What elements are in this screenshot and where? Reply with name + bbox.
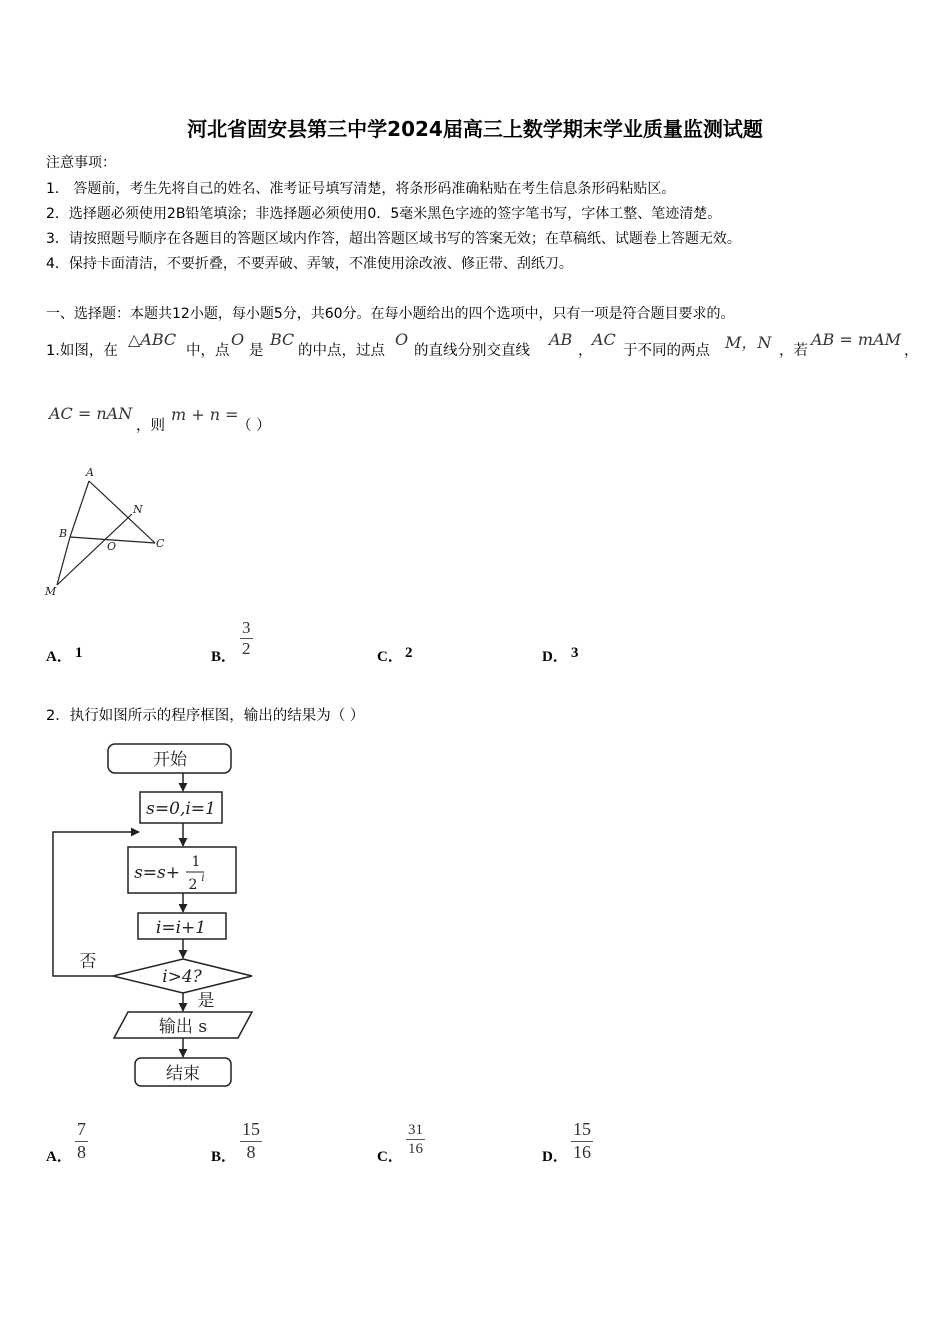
flow-yes-label: 是	[197, 991, 215, 1011]
figure-label-a: A	[86, 466, 94, 479]
q1-option-c-value: 2	[405, 645, 413, 661]
q1-option-c-label: C．	[377, 649, 403, 665]
flow-increment-text: i=i+1	[155, 918, 207, 938]
flow-assign-den: 2	[188, 877, 198, 893]
fraction-numerator: 15	[571, 1119, 593, 1142]
q1-math-o: O	[395, 330, 409, 349]
figure-label-n: N	[133, 503, 143, 516]
notice-item: 3．请按照题号顺序在各题目的答题区域内作答，超出答题区域书写的答案无效；在草稿纸、试题卷上答题无效。	[46, 231, 741, 247]
flow-output-text: 输出 s	[158, 1017, 208, 1037]
notice-heading: 注意事项：	[46, 155, 116, 171]
q1-math-ab: AB	[549, 330, 573, 349]
fraction-denominator: 16	[408, 1141, 423, 1157]
fraction-numerator: 15	[240, 1119, 262, 1142]
q2-option-b-label: B．	[211, 1149, 237, 1165]
fraction-denominator: 2	[242, 639, 251, 659]
q1-answer-paren: （ ）	[237, 418, 271, 434]
q2-option-a-label: A．	[46, 1149, 72, 1165]
figure-label-o: O	[107, 540, 117, 553]
q1-math-ac: AC	[592, 330, 616, 349]
notice-item: 2．选择题必须使用2B铅笔填涂；非选择题必须使用0．5毫米黑色字迹的签字笔书写，字体工整、笔迹清楚。	[46, 206, 722, 222]
flow-no-label: 否	[79, 952, 97, 972]
notice-item: 1． 答题前，考生先将自己的姓名、准考证号填写清楚，将条形码准确粘贴在考生信息条形码粘贴区。	[46, 181, 676, 197]
flow-condition-text: i>4?	[162, 967, 202, 987]
notice-item: 4．保持卡面清洁，不要折叠，不要弄破、弄皱，不准使用涂改液、修正带、刮纸刀。	[46, 256, 573, 272]
q2-stem: 2．执行如图所示的程序框图，输出的结果为（ ）	[46, 708, 365, 724]
fraction-denominator: 8	[246, 1141, 256, 1162]
q2-option-d-label: D．	[542, 1149, 568, 1165]
q2-option-b-fraction	[240, 1119, 262, 1163]
q1-text: ，若	[779, 343, 808, 359]
q1-option-b-label: B．	[211, 649, 237, 665]
q1-text: 1.如图，在	[46, 343, 118, 359]
q1-text: 的中点，过点	[298, 343, 385, 359]
page-title: 河北省固安县第三中学2024届高三上数学期末学业质量监测试题	[187, 117, 763, 141]
fraction-numerator: 31	[408, 1122, 423, 1138]
flow-assign-num: 1	[191, 854, 201, 870]
q2-option-c-label: C．	[377, 1149, 403, 1165]
q1-triangle-figure	[40, 462, 180, 602]
q1-math-bc: BC	[270, 330, 295, 349]
q1-text: ，	[578, 343, 593, 359]
q1-math-ac-eq: AC = nAN	[49, 404, 133, 423]
q1-text: ，则	[136, 418, 165, 434]
figure-label-b: B	[59, 527, 68, 540]
q1-math-triangle: △ABC	[128, 330, 177, 349]
q1-text: 的直线分别交直线	[414, 343, 530, 359]
q1-text: ，	[904, 343, 919, 359]
flow-start-text: 开始	[153, 750, 187, 770]
q1-math-mn: M，N	[725, 333, 772, 352]
fraction-denominator: 8	[77, 1141, 86, 1162]
q1-math-sum: m + n =	[171, 405, 239, 424]
section-heading: 一、选择题：本题共12小题，每小题5分，共60分。在每小题给出的四个选项中，只有一项是符合题目要求的。	[46, 306, 735, 322]
q2-option-c-fraction	[406, 1121, 425, 1158]
flow-end-text: 结束	[166, 1064, 200, 1084]
flow-assign-exp: i	[201, 873, 205, 884]
figure-label-c: C	[156, 537, 165, 550]
q1-option-a-value: 1	[75, 645, 83, 661]
q1-option-b-fraction	[240, 618, 253, 660]
q1-math-o: O	[231, 330, 245, 349]
fraction-numerator: 3	[240, 618, 253, 639]
figure-label-m: M	[45, 585, 57, 598]
flow-assign-prefix: s=s+	[134, 863, 180, 883]
q1-text: 是	[249, 343, 264, 359]
q1-option-d-label: D．	[542, 649, 568, 665]
q1-option-a-label: A．	[46, 649, 72, 665]
flow-init-text: s=0,i=1	[146, 799, 216, 819]
q2-option-a-fraction	[75, 1119, 88, 1163]
q1-math-ab-eq: AB = mAM	[811, 330, 901, 349]
q1-text: 于不同的两点	[623, 343, 710, 359]
fraction-denominator: 16	[573, 1141, 591, 1162]
q1-text: 中，点	[186, 343, 230, 359]
q2-flowchart	[40, 735, 280, 1095]
q2-option-d-fraction	[571, 1119, 593, 1163]
fraction-numerator: 7	[75, 1119, 88, 1142]
q1-option-d-value: 3	[571, 645, 579, 661]
